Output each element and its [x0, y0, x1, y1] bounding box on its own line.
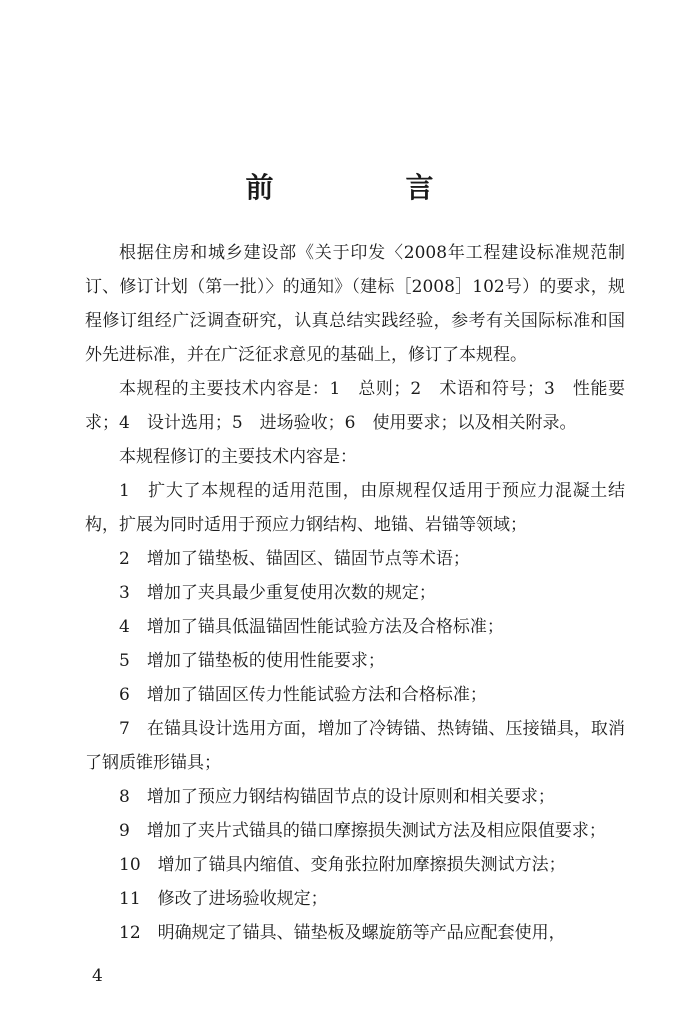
revision-item-9: 9 增加了夹片式锚具的锚口摩擦损失测试方法及相应限值要求；: [119, 821, 606, 841]
revision-item-4: 4 增加了锚具低温锚固性能试验方法及合格标准；: [119, 617, 504, 637]
revision-item-5: 5 增加了锚垫板的使用性能要求；: [119, 651, 385, 671]
revision-item-10: 10 增加了锚具内缩值、变角张拉附加摩擦损失测试方法；: [119, 855, 566, 875]
revision-item-8: 8 增加了预应力钢结构锚固节点的设计原则和相关要求；: [119, 787, 555, 807]
revision-item-6: 6 增加了锚固区传力性能试验方法和合格标准；: [119, 685, 487, 705]
revision-item-1: 1 扩大了本规程的适用范围，由原规程仅适用于预应力混凝土结构，扩展为同时适用于预应力钢结构、地锚、岩锚等领域；: [85, 481, 625, 535]
page-title: 前 言: [245, 171, 486, 204]
body-text: [85, 236, 625, 950]
paragraph-contents: 本规程的主要技术内容是：1 总则；2 术语和符号；3 性能要求；4 设计选用；5 进场验收；6 使用要求；以及相关附录。: [85, 379, 625, 433]
revision-item-2: 2 增加了锚垫板、锚固区、锚固节点等术语；: [119, 549, 470, 569]
revision-item-12: 12 明确规定了锚具、锚垫板及螺旋筋等产品应配套使用，: [119, 923, 566, 943]
paragraph-intro: 根据住房和城乡建设部《关于印发〈2008年工程建设标准规范制订、修订计划（第一批）〉的通知》（建标［2008］102号）的要求，规程修订组经广泛调查研究，认真总结实践经验，参考有关国际标准和国外先进标准，并在广泛征求意见的基础上，修订了本规程。: [85, 243, 625, 365]
revision-item-11: 11 修改了进场验收规定；: [119, 889, 328, 909]
revision-item-3: 3 增加了夹具最少重复使用次数的规定；: [119, 583, 436, 603]
page-number: 4: [92, 966, 103, 986]
revision-item-7: 7 在锚具设计选用方面，增加了冷铸锚、热铸锚、压接锚具，取消了钢质锥形锚具；: [85, 719, 625, 773]
paragraph-revision-heading: 本规程修订的主要技术内容是：: [119, 447, 357, 467]
